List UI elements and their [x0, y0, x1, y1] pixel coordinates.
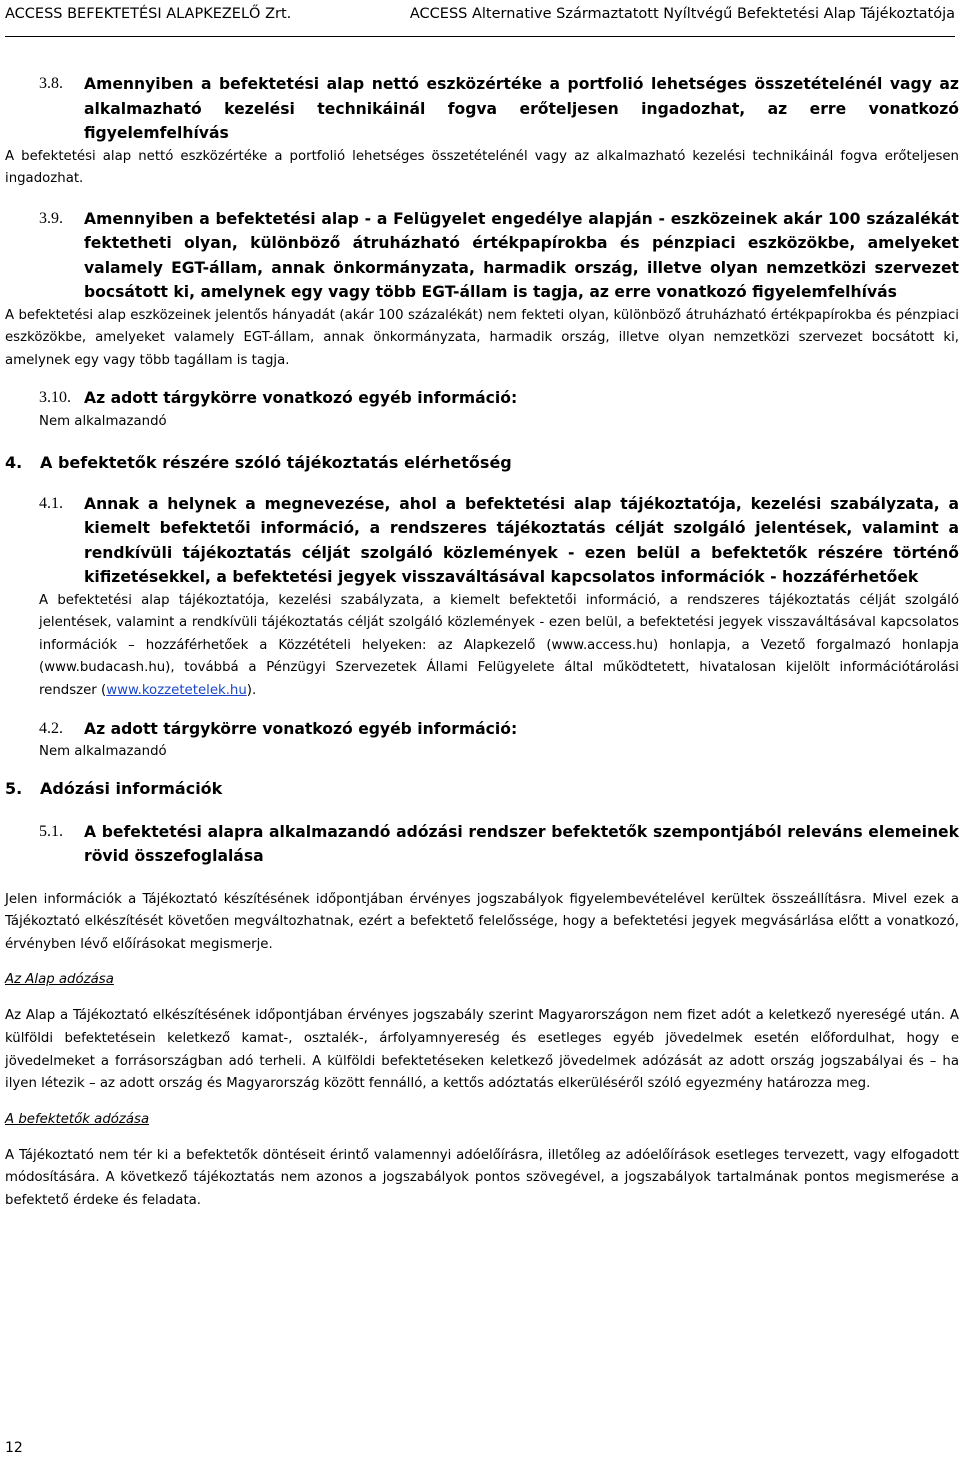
- investor-tax-subheading: A befektetők adózása: [5, 1111, 150, 1127]
- chapter-4-heading: [5, 452, 959, 474]
- section-number: 4.1.: [39, 494, 63, 512]
- tax-intro-paragraph: Jelen információk a Tájékoztató készítésének időpontjában érvényes jogszabályok figyelembevételével kerültek összeállításra. Mivel ezek a Tájékoztató elkészítését követően megváltozhatnak, ezért a befektető felelőssége, hogy a befektetési jegyek megvásárlása előtt a vonatkozó, érvényben lévő előírásokat megismerje.: [5, 891, 959, 952]
- section-title: Az adott tárgykörre vonatkozó egyéb információ:: [84, 719, 518, 738]
- body-text: A befektetési alap tájékoztatója, kezelési szabályzata, a kiemelt befektetői információ, a rendszeres tájékoztatás célját szolgáló jelentések, valamint a rendkívüli tájékoztatás célját szolgáló közlemények - ezen belül, a befektetési jegyek visszaváltásával kapcsolatos információk – hozzáférhetőek a Közzétételi helyeken: az Alapkezelő (www.access.hu) honlapja, a Vezető forgalmazó honlapja (www.budacash.hu), továbbá a Pénzügyi Szervezetek Állami Felügyelete által működtetett, hivatalosan kijelölt információtárolási rendszer (: [39, 592, 959, 698]
- investor-tax-paragraph: A Tájékoztató nem tér ki a befektetők döntéseit érintő valamennyi adóelőírásra, illetőleg az adóelőírások esetleges tervezett, vagy elfogadott módosítására. A következő tájékoztatás nem azonos a jogszabályok pontos szövegével, a jogszabályok tartalmának pontos megismerése a befektető érdeke és feladata.: [5, 1147, 959, 1208]
- section-number: 3.10.: [39, 389, 71, 407]
- section-3-9-body: A befektetési alap eszközeinek jelentős hányadát (akár 100 százalékát) nem fekteti olyan, különböző átruházható értékpapírokba és pénzpiaci eszközökbe, amelyeket valamely EGT-állam, annak önkormányzata, harmadik ország, illetve olyan nemzetközi szervezet bocsátott ki, amelynek egy vagy több tagállam is tagja.: [5, 307, 959, 368]
- alap-tax-subheading: Az Alap adózása: [5, 972, 114, 988]
- section-number: 3.9.: [39, 209, 63, 227]
- section-3-10-body: Nem alkalmazandó: [39, 413, 167, 429]
- header-company: ACCESS BEFEKTETÉSI ALAPKEZELŐ Zrt.: [5, 6, 292, 22]
- section-title: Annak a helynek a megnevezése, ahol a befektetési alap tájékoztatója, kezelési szabályzata, a kiemelt befektetői információ, a rendszeres tájékoztatás célját szolgáló jelentések, valamint a rendkívüli tájékoztatás célját szolgáló közlemények - ezen belül a befektetők részére történő kifizetésekkel, a befektetési jegyek visszaváltásával kapcsolatos információk - hozzáférhetőek: [84, 494, 959, 587]
- chapter-title: Adózási információk: [40, 778, 223, 798]
- section-4-2-heading: [5, 717, 959, 742]
- section-number: 3.8.: [39, 75, 63, 92]
- section-5-1-heading: [5, 820, 959, 869]
- section-4-1-heading: [5, 492, 959, 590]
- section-4-2-body: Nem alkalmazandó: [39, 744, 167, 760]
- chapter-number: 5.: [5, 778, 23, 798]
- section-3-8-heading: [5, 72, 959, 146]
- section-4-1-body: [5, 590, 959, 703]
- header-document-title: ACCESS Alternative Származtatott Nyíltvégű Befektetési Alap Tájékoztatója: [409, 6, 955, 22]
- chapter-title: A befektetők részére szóló tájékoztatás elérhetőség: [40, 452, 512, 472]
- section-number: 4.2.: [39, 719, 63, 737]
- chapter-5-heading: [5, 778, 959, 800]
- page-number: 12: [5, 1440, 23, 1456]
- document-body: [5, 72, 959, 1213]
- section-3-10-heading: [5, 386, 959, 411]
- section-title: Az adott tárgykörre vonatkozó egyéb információ:: [84, 389, 518, 408]
- section-number: 5.1.: [39, 822, 63, 840]
- chapter-number: 4.: [5, 452, 23, 472]
- section-title: Amennyiben a befektetési alap nettó eszközértéke a portfolió lehetséges összetételénél vagy az alkalmazható kezelési technikáinál fogva erőteljesen ingadozhat, az erre vonatkozó figyelemfelhívás: [84, 75, 959, 142]
- kozzetetelek-link[interactable]: www.kozzetetelek.hu: [106, 682, 247, 698]
- section-title: A befektetési alapra alkalmazandó adózási rendszer befektetők szempontjából releváns elemeinek rövid összefoglalása: [84, 822, 959, 866]
- running-header: [5, 6, 955, 37]
- section-3-8-body: A befektetési alap nettó eszközértéke a portfolió lehetséges összetételénél vagy az alkalmazható kezelési technikáinál fogva erőteljesen ingadozhat.: [5, 148, 959, 187]
- section-title: Amennyiben a befektetési alap - a Felügyelet engedélye alapján - eszközeinek akár 100 százalékát fektetheti olyan, különböző átruházható értékpapírokba és pénzpiaci eszközökbe, amelyeket valamely EGT-állam, annak önkormányzata, harmadik ország, illetve olyan nemzetközi szervezet bocsátott ki, amelynek egy vagy több EGT-állam is tagja, az erre vonatkozó figyelemfelhívás: [84, 209, 959, 302]
- section-3-9-heading: [5, 207, 959, 305]
- alap-tax-paragraph: Az Alap a Tájékoztató elkészítésének időpontjában érvényes jogszabály szerint Magyarországon nem fizet adót a keletkező nyereségé után. A külföldi befektetésein keletkező kamat-, osztalék-, árfolyamnyereség és esetleges egyéb jövedelmek esetén előfordulhat, hogy e jövedelmeket a forrásországban adó terheli. A külföldi befektetéseken keletkező jövedelmek adózását az adott ország jogszabályai és – ha ilyen létezik – az adott ország és Magyarország között fennálló, a kettős adóztatás elkerüléséről szóló egyezmény határozza meg.: [5, 1008, 959, 1092]
- body-text-end: ).: [246, 682, 257, 698]
